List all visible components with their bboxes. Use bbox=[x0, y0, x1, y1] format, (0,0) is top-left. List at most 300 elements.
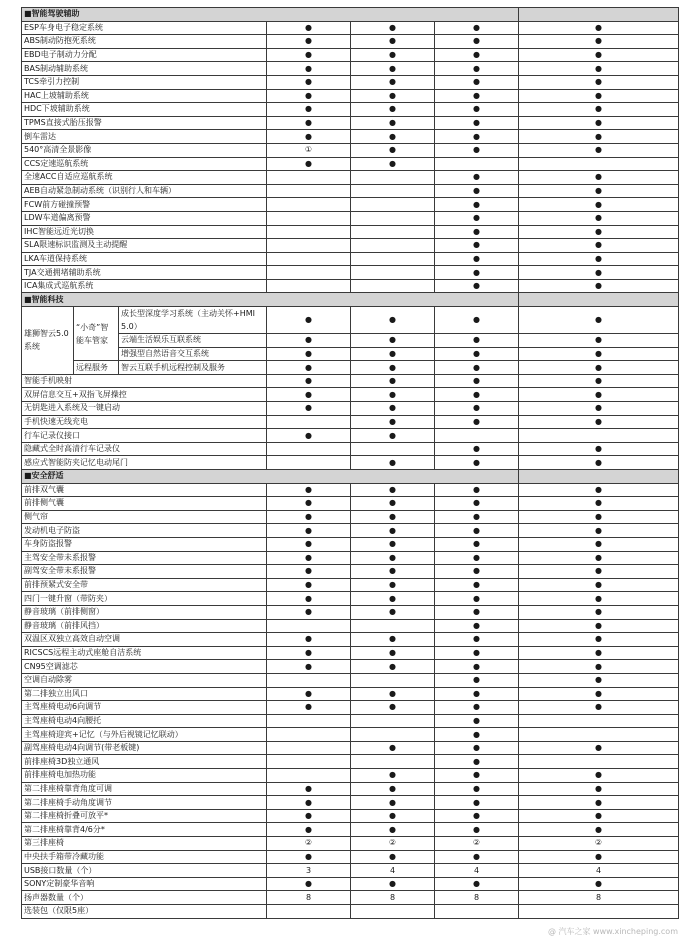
row-value bbox=[267, 619, 351, 633]
row-value: ● bbox=[435, 415, 519, 429]
row-value: ● bbox=[267, 483, 351, 497]
row-value: ● bbox=[519, 89, 679, 103]
row-value: ● bbox=[519, 347, 679, 361]
row-label: 四门一键升窗（带防夹） bbox=[22, 592, 267, 606]
row-value: ● bbox=[519, 21, 679, 35]
row-value: ● bbox=[351, 35, 435, 49]
row-label: ABS制动防抱死系统 bbox=[22, 35, 267, 49]
row-value: ● bbox=[519, 442, 679, 456]
row-value: 8 bbox=[267, 891, 351, 905]
row-value bbox=[351, 905, 435, 919]
row-value bbox=[435, 905, 519, 919]
table-row bbox=[22, 89, 679, 103]
table-row bbox=[22, 483, 679, 497]
row-label: AEB自动紧急制动系统（识别行人和车辆） bbox=[22, 184, 267, 198]
row-value: ● bbox=[519, 633, 679, 647]
row-value: ● bbox=[267, 565, 351, 579]
section-header-blank bbox=[519, 293, 679, 307]
row-label: LDW车道偏离预警 bbox=[22, 211, 267, 225]
watermark: @ 汽车之家 www.xincheping.com bbox=[547, 927, 678, 936]
row-label: 副驾安全带未系报警 bbox=[22, 565, 267, 579]
row-value bbox=[267, 714, 351, 728]
table-row bbox=[22, 592, 679, 606]
row-value: ● bbox=[435, 402, 519, 416]
row-label: 第二排独立出风口 bbox=[22, 687, 267, 701]
row-value bbox=[351, 714, 435, 728]
row-value: ● bbox=[435, 483, 519, 497]
row-value: ● bbox=[519, 402, 679, 416]
table-row bbox=[22, 442, 679, 456]
table-row bbox=[22, 35, 679, 49]
row-label: 智能手机映射 bbox=[22, 374, 267, 388]
row-value: ● bbox=[519, 850, 679, 864]
row-value: ● bbox=[435, 388, 519, 402]
table-row bbox=[22, 850, 679, 864]
row-value: ● bbox=[519, 374, 679, 388]
row-value: ● bbox=[267, 877, 351, 891]
row-value: ● bbox=[267, 89, 351, 103]
table-row bbox=[22, 551, 679, 565]
row-value bbox=[351, 619, 435, 633]
row-value: ● bbox=[435, 48, 519, 62]
table-row bbox=[22, 116, 679, 130]
row-value: ● bbox=[435, 877, 519, 891]
row-value bbox=[267, 198, 351, 212]
row-value: ● bbox=[351, 483, 435, 497]
table-row bbox=[22, 388, 679, 402]
table-row bbox=[22, 415, 679, 429]
row-label: 车身防盗报警 bbox=[22, 537, 267, 551]
row-value: ● bbox=[267, 578, 351, 592]
row-value: ● bbox=[267, 48, 351, 62]
row-value: ● bbox=[519, 646, 679, 660]
feature-label: 增强型自然语音交互系统 bbox=[119, 347, 267, 361]
table-row bbox=[22, 646, 679, 660]
row-value: ● bbox=[351, 116, 435, 130]
row-value bbox=[435, 429, 519, 443]
row-label: ESP车身电子稳定系统 bbox=[22, 21, 267, 35]
row-label: 无钥匙进入系统及一键启动 bbox=[22, 402, 267, 416]
table-row bbox=[22, 497, 679, 511]
row-value: ● bbox=[351, 782, 435, 796]
row-value: ● bbox=[519, 605, 679, 619]
row-value: ● bbox=[351, 660, 435, 674]
row-value bbox=[267, 769, 351, 783]
row-label: 感应式智能防夹记忆电动尾门 bbox=[22, 456, 267, 470]
row-value: ● bbox=[435, 116, 519, 130]
table-row bbox=[22, 510, 679, 524]
row-value: ● bbox=[435, 252, 519, 266]
row-value: ● bbox=[435, 660, 519, 674]
row-value bbox=[267, 266, 351, 280]
row-value: ● bbox=[351, 143, 435, 157]
row-value: ● bbox=[351, 741, 435, 755]
row-value: ● bbox=[267, 21, 351, 35]
row-label: 第二排座椅靠背角度可调 bbox=[22, 782, 267, 796]
row-label: SONY定制豪华音响 bbox=[22, 877, 267, 891]
table-row bbox=[22, 334, 679, 348]
row-value: ② bbox=[351, 837, 435, 851]
row-value: ● bbox=[435, 62, 519, 76]
row-value: ● bbox=[519, 782, 679, 796]
table-row bbox=[22, 701, 679, 715]
row-value: ● bbox=[435, 334, 519, 348]
row-value bbox=[267, 415, 351, 429]
row-label: 第二排座椅折叠可放平* bbox=[22, 809, 267, 823]
row-label: 前排座椅电加热功能 bbox=[22, 769, 267, 783]
table-row bbox=[22, 429, 679, 443]
row-value: ● bbox=[519, 252, 679, 266]
row-value bbox=[351, 211, 435, 225]
table-row bbox=[22, 21, 679, 35]
row-value: ● bbox=[519, 143, 679, 157]
row-value: ● bbox=[519, 877, 679, 891]
row-value bbox=[267, 252, 351, 266]
row-value bbox=[519, 429, 679, 443]
row-label: TCS牵引力控制 bbox=[22, 75, 267, 89]
row-value: ● bbox=[351, 565, 435, 579]
section-title: ■智能驾驶辅助 bbox=[22, 8, 519, 22]
row-value: ● bbox=[519, 701, 679, 715]
row-value: ● bbox=[267, 388, 351, 402]
row-value: ● bbox=[267, 646, 351, 660]
row-value: ● bbox=[351, 769, 435, 783]
row-value: ● bbox=[351, 402, 435, 416]
row-value bbox=[267, 673, 351, 687]
table-row bbox=[22, 769, 679, 783]
row-label: 侧气帘 bbox=[22, 510, 267, 524]
row-value: 4 bbox=[519, 864, 679, 878]
row-value: ● bbox=[351, 89, 435, 103]
row-label: 扬声器数量（个） bbox=[22, 891, 267, 905]
row-label: 手机快速无线充电 bbox=[22, 415, 267, 429]
row-value: ● bbox=[519, 687, 679, 701]
row-value: ● bbox=[435, 537, 519, 551]
row-value: ● bbox=[267, 524, 351, 538]
row-value: ● bbox=[435, 211, 519, 225]
table-row bbox=[22, 171, 679, 185]
row-label: 选装包（仅限5座） bbox=[22, 905, 267, 919]
table-row bbox=[22, 307, 679, 334]
row-value: ● bbox=[519, 551, 679, 565]
row-value: ● bbox=[267, 130, 351, 144]
row-value: ● bbox=[519, 334, 679, 348]
row-value: ● bbox=[435, 75, 519, 89]
section-header-blank bbox=[519, 8, 679, 22]
row-label: 前排座椅3D独立通风 bbox=[22, 755, 267, 769]
table-row bbox=[22, 143, 679, 157]
row-value: ● bbox=[435, 714, 519, 728]
row-value: ● bbox=[267, 809, 351, 823]
row-value: ● bbox=[435, 850, 519, 864]
table-row bbox=[22, 755, 679, 769]
row-value bbox=[519, 755, 679, 769]
table-row bbox=[22, 660, 679, 674]
feature-label: 智云互联手机远程控制及服务 bbox=[119, 361, 267, 375]
row-value: ● bbox=[267, 796, 351, 810]
table-row bbox=[22, 252, 679, 266]
row-value: ● bbox=[267, 374, 351, 388]
group-name: 雄狮智云5.0系统 bbox=[22, 307, 74, 375]
row-value: ● bbox=[519, 361, 679, 375]
row-value: ● bbox=[267, 782, 351, 796]
row-value: ● bbox=[351, 537, 435, 551]
row-label: 540°高清全景影像 bbox=[22, 143, 267, 157]
row-label: BAS制动辅助系统 bbox=[22, 62, 267, 76]
row-value: ● bbox=[519, 510, 679, 524]
row-value bbox=[267, 211, 351, 225]
row-label: USB接口数量（个） bbox=[22, 864, 267, 878]
row-value: ● bbox=[351, 497, 435, 511]
row-value: ● bbox=[519, 211, 679, 225]
table-row bbox=[22, 211, 679, 225]
row-value: ● bbox=[267, 605, 351, 619]
row-value: ● bbox=[519, 497, 679, 511]
table-row bbox=[22, 837, 679, 851]
row-label: CN95空调滤芯 bbox=[22, 660, 267, 674]
row-value: ● bbox=[435, 809, 519, 823]
row-value bbox=[267, 755, 351, 769]
row-value: ● bbox=[435, 130, 519, 144]
row-label: 行车记录仪接口 bbox=[22, 429, 267, 443]
row-value: ● bbox=[435, 592, 519, 606]
row-label: SLA限速标识监测及主动提醒 bbox=[22, 239, 267, 253]
row-value: ● bbox=[267, 429, 351, 443]
row-value: ● bbox=[519, 279, 679, 293]
row-value: ● bbox=[351, 21, 435, 35]
row-value bbox=[519, 905, 679, 919]
row-value bbox=[267, 442, 351, 456]
table-row bbox=[22, 130, 679, 144]
row-value: ● bbox=[351, 415, 435, 429]
row-value bbox=[351, 266, 435, 280]
row-value: ● bbox=[435, 524, 519, 538]
table-row bbox=[22, 184, 679, 198]
row-value: ● bbox=[267, 537, 351, 551]
row-value: ● bbox=[435, 741, 519, 755]
row-value: ● bbox=[519, 796, 679, 810]
row-value: ● bbox=[351, 347, 435, 361]
row-value: ● bbox=[351, 75, 435, 89]
row-value: ● bbox=[519, 266, 679, 280]
row-value: ● bbox=[435, 755, 519, 769]
table-row bbox=[22, 728, 679, 742]
row-value: ● bbox=[267, 157, 351, 171]
row-value: ● bbox=[519, 75, 679, 89]
row-value: 4 bbox=[435, 864, 519, 878]
row-label: CCS定速巡航系统 bbox=[22, 157, 267, 171]
row-value: ● bbox=[267, 307, 351, 334]
row-value: ● bbox=[435, 619, 519, 633]
row-value: ● bbox=[519, 171, 679, 185]
row-value: ● bbox=[519, 456, 679, 470]
row-value: ● bbox=[351, 48, 435, 62]
section-header-blank bbox=[519, 470, 679, 484]
row-value: ● bbox=[519, 198, 679, 212]
row-value: ● bbox=[435, 605, 519, 619]
table-row bbox=[22, 605, 679, 619]
row-value: ● bbox=[351, 510, 435, 524]
table-row bbox=[22, 809, 679, 823]
row-value: ● bbox=[519, 483, 679, 497]
table-row bbox=[22, 198, 679, 212]
row-value: ● bbox=[351, 361, 435, 375]
row-label: 静音玻璃（前排风挡） bbox=[22, 619, 267, 633]
row-value bbox=[435, 157, 519, 171]
table-row bbox=[22, 524, 679, 538]
row-value: ● bbox=[267, 510, 351, 524]
row-label: 前排侧气囊 bbox=[22, 497, 267, 511]
row-value: ● bbox=[435, 497, 519, 511]
row-value bbox=[351, 184, 435, 198]
row-label: ICA集成式巡航系统 bbox=[22, 279, 267, 293]
table-row bbox=[22, 714, 679, 728]
table-row bbox=[22, 266, 679, 280]
row-label: 主驾座椅电动4向腰托 bbox=[22, 714, 267, 728]
row-value: ● bbox=[267, 62, 351, 76]
row-value: ● bbox=[435, 307, 519, 334]
row-label: 静音玻璃（前排侧窗） bbox=[22, 605, 267, 619]
row-value: ● bbox=[519, 769, 679, 783]
table-row bbox=[22, 823, 679, 837]
table-row bbox=[22, 62, 679, 76]
row-value: ● bbox=[435, 21, 519, 35]
row-value: ● bbox=[435, 796, 519, 810]
feature-label: 云端生活娱乐互联系统 bbox=[119, 334, 267, 348]
row-value: ● bbox=[267, 334, 351, 348]
row-value: ● bbox=[267, 402, 351, 416]
row-value bbox=[267, 184, 351, 198]
row-label: 双屏信息交互+双指飞屏操控 bbox=[22, 388, 267, 402]
row-value: ● bbox=[351, 307, 435, 334]
table-row bbox=[22, 279, 679, 293]
row-value: ● bbox=[351, 578, 435, 592]
row-label: 发动机电子防盗 bbox=[22, 524, 267, 538]
row-value: ● bbox=[267, 551, 351, 565]
table-row bbox=[22, 864, 679, 878]
row-value: ● bbox=[435, 225, 519, 239]
row-value bbox=[519, 728, 679, 742]
row-value bbox=[267, 728, 351, 742]
row-value bbox=[267, 905, 351, 919]
row-value: 4 bbox=[351, 864, 435, 878]
row-label: 主驾座椅迎宾+记忆（与外后视镜记忆联动） bbox=[22, 728, 267, 742]
group-butler: “小奇”智能车管家 bbox=[74, 307, 119, 361]
row-value: ● bbox=[435, 551, 519, 565]
row-value: ● bbox=[519, 565, 679, 579]
row-value bbox=[267, 279, 351, 293]
table-row bbox=[22, 633, 679, 647]
row-value bbox=[267, 225, 351, 239]
row-value: ● bbox=[267, 850, 351, 864]
table-row bbox=[22, 361, 679, 375]
row-value: ● bbox=[267, 116, 351, 130]
section-header bbox=[22, 470, 679, 484]
row-label: 副驾座椅电动4向调节(带老板键) bbox=[22, 741, 267, 755]
row-value: ● bbox=[519, 592, 679, 606]
row-value: ● bbox=[435, 35, 519, 49]
row-value: ● bbox=[519, 673, 679, 687]
row-value: ● bbox=[351, 823, 435, 837]
row-value: ● bbox=[519, 116, 679, 130]
row-label: HDC下坡辅助系统 bbox=[22, 103, 267, 117]
row-value: ① bbox=[267, 143, 351, 157]
row-value: ● bbox=[351, 605, 435, 619]
row-value: ● bbox=[435, 239, 519, 253]
row-value bbox=[267, 741, 351, 755]
row-value: ● bbox=[519, 130, 679, 144]
row-value: ● bbox=[267, 361, 351, 375]
row-value: ● bbox=[267, 660, 351, 674]
row-label: EBD电子制动力分配 bbox=[22, 48, 267, 62]
row-value: ● bbox=[351, 130, 435, 144]
row-label: 空调自动除雾 bbox=[22, 673, 267, 687]
row-value: ● bbox=[435, 728, 519, 742]
row-value: ● bbox=[435, 279, 519, 293]
row-value bbox=[351, 673, 435, 687]
row-value: ● bbox=[435, 456, 519, 470]
section-title: ■安全舒适 bbox=[22, 470, 519, 484]
row-value: ● bbox=[519, 307, 679, 334]
row-value bbox=[351, 755, 435, 769]
row-value: ● bbox=[435, 171, 519, 185]
table-row bbox=[22, 673, 679, 687]
row-value: ● bbox=[267, 103, 351, 117]
row-value bbox=[351, 252, 435, 266]
row-label: 中央扶手箱带冷藏功能 bbox=[22, 850, 267, 864]
row-value bbox=[519, 157, 679, 171]
row-value: ● bbox=[519, 660, 679, 674]
row-value: ● bbox=[435, 701, 519, 715]
row-value bbox=[351, 171, 435, 185]
row-value: ● bbox=[435, 103, 519, 117]
row-value: ② bbox=[435, 837, 519, 851]
row-value: ● bbox=[267, 823, 351, 837]
table-row bbox=[22, 565, 679, 579]
row-label: FCW前方碰撞预警 bbox=[22, 198, 267, 212]
row-value: ● bbox=[519, 578, 679, 592]
section-header bbox=[22, 8, 679, 22]
row-value: ● bbox=[351, 809, 435, 823]
row-label: 第二排座椅手动角度调节 bbox=[22, 796, 267, 810]
row-label: LKA车道保持系统 bbox=[22, 252, 267, 266]
row-value: ● bbox=[435, 442, 519, 456]
row-value bbox=[267, 239, 351, 253]
spec-table bbox=[21, 7, 679, 919]
table-row bbox=[22, 239, 679, 253]
group-remote: 远程服务 bbox=[74, 361, 119, 375]
row-label: 前排双气囊 bbox=[22, 483, 267, 497]
row-value: ● bbox=[435, 184, 519, 198]
row-value: 8 bbox=[435, 891, 519, 905]
row-value: ● bbox=[519, 388, 679, 402]
row-value: ● bbox=[351, 334, 435, 348]
row-value: ● bbox=[435, 565, 519, 579]
row-value: ● bbox=[351, 157, 435, 171]
table-row bbox=[22, 782, 679, 796]
row-value: ● bbox=[519, 741, 679, 755]
row-value: ● bbox=[351, 687, 435, 701]
table-row bbox=[22, 537, 679, 551]
row-value: ● bbox=[435, 687, 519, 701]
row-value: ● bbox=[435, 143, 519, 157]
table-row bbox=[22, 48, 679, 62]
table-row bbox=[22, 75, 679, 89]
row-value: ● bbox=[435, 266, 519, 280]
row-value: ● bbox=[351, 429, 435, 443]
row-value: ● bbox=[435, 673, 519, 687]
row-value: ● bbox=[519, 48, 679, 62]
